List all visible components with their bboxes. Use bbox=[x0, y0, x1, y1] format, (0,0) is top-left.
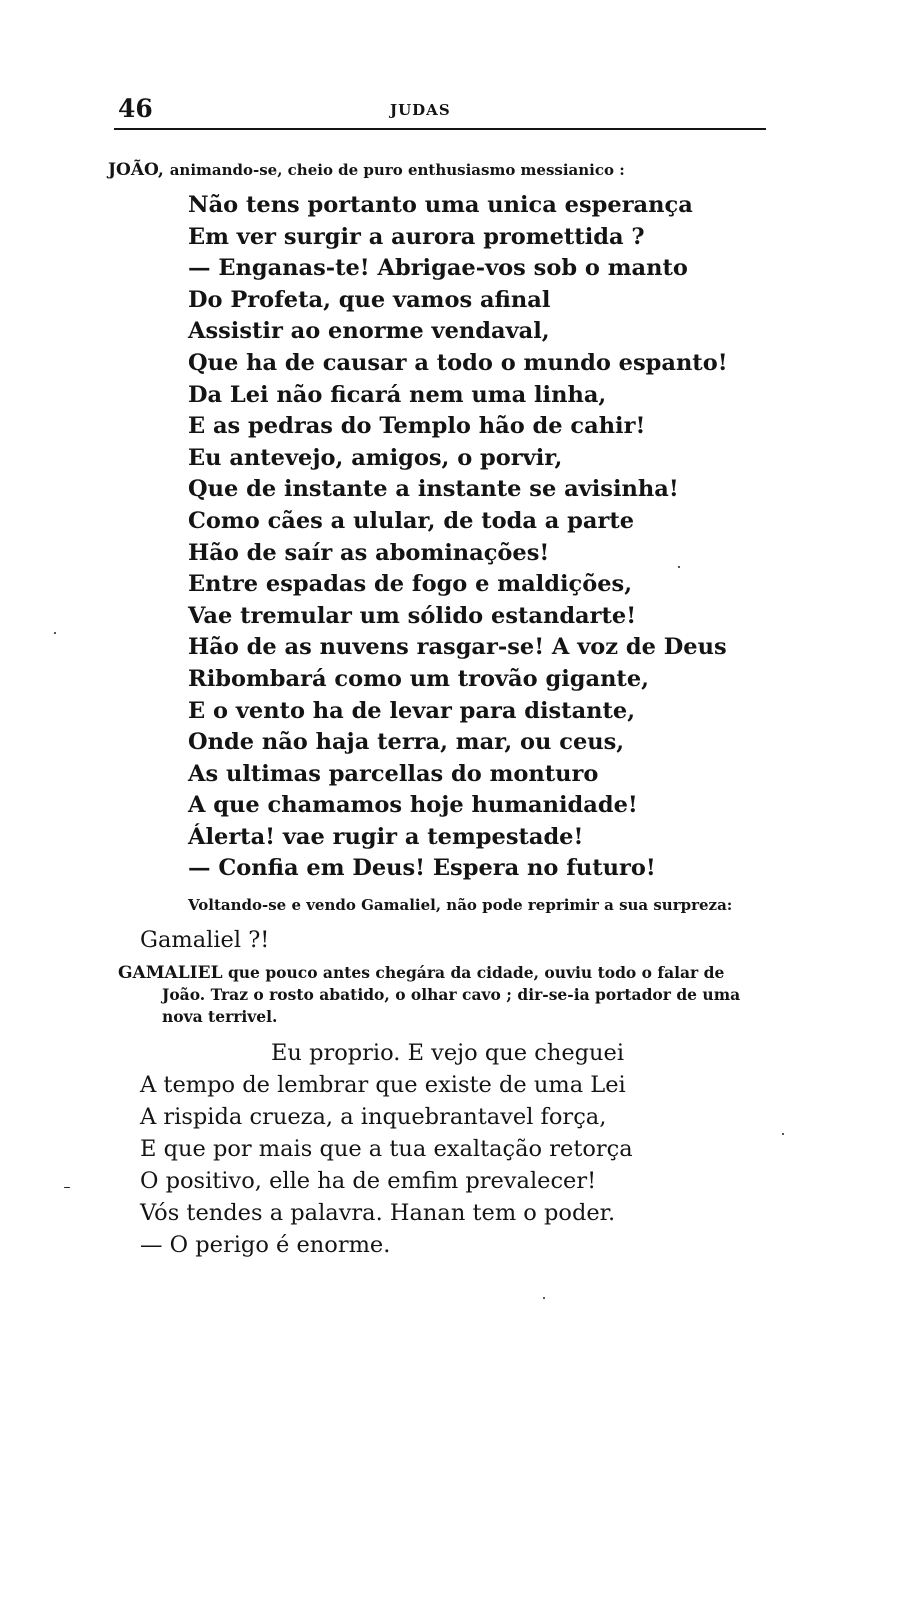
verse-line: E que por mais que a tua exaltação retorça bbox=[140, 1136, 633, 1162]
stage-direction: animando-se, cheio de puro enthusiasmo messianico : bbox=[169, 161, 625, 179]
verse-line: Onde não haja terra, mar, ou ceus, bbox=[188, 729, 625, 756]
verse-line: O positivo, elle ha de emfim prevalecer! bbox=[140, 1168, 597, 1194]
verse-line: Hão de saír as abominações! bbox=[188, 539, 550, 566]
verse-line: A rispida crueza, a inquebrantavel força, bbox=[140, 1104, 607, 1130]
verse-line: Como cães a ulular, de toda a parte bbox=[188, 507, 635, 534]
verse-line: A que chamamos hoje humanidade! bbox=[188, 792, 638, 819]
scan-speck bbox=[782, 1133, 784, 1135]
verse-block-gamaliel bbox=[140, 1037, 633, 1261]
verse-line: Assistir ao enorme vendaval, bbox=[188, 318, 550, 345]
verse-line: Da Lei não ficará nem uma linha, bbox=[188, 381, 607, 408]
stage-direction-line: nova terrivel. bbox=[162, 1007, 278, 1026]
verse-line: Vae tremular um sólido estandarte! bbox=[188, 602, 637, 629]
verse-line: Eu antevejo, amigos, o porvir, bbox=[188, 444, 563, 471]
stage-direction-turning: Voltando-se e vendo Gamaliel, não pode reprimir a sua surpreza: bbox=[188, 896, 733, 914]
speaker-heading-joao bbox=[108, 160, 625, 180]
speaker-name: JOÃO, bbox=[108, 160, 164, 180]
header-rule bbox=[114, 128, 766, 130]
scan-speck bbox=[54, 632, 56, 634]
verse-line: E as pedras do Templo hão de cahir! bbox=[188, 413, 646, 440]
scan-speck bbox=[64, 1187, 70, 1188]
page-header bbox=[118, 94, 764, 130]
verse-block-joao bbox=[188, 190, 728, 885]
verse-line: Não tens portanto uma unica esperança bbox=[188, 192, 693, 218]
verse-line: Que de instante a instante se avisinha! bbox=[188, 476, 679, 503]
running-title: JUDAS bbox=[390, 101, 451, 119]
verse-line: — O perigo é enorme. bbox=[140, 1232, 391, 1258]
verse-line: A tempo de lembrar que existe de uma Lei bbox=[140, 1072, 626, 1098]
verse-line: Ribombará como um trovão gigante, bbox=[188, 665, 649, 692]
page-number: 46 bbox=[118, 94, 153, 123]
scan-speck bbox=[543, 1297, 545, 1299]
verse-line: Hão de as nuvens rasgar-se! A voz de Deus bbox=[188, 634, 727, 661]
verse-line: Que ha de causar a todo o mundo espanto! bbox=[188, 349, 728, 376]
stage-direction-line: João. Traz o rosto abatido, o olhar cavo ; dir-se-ia portador de uma bbox=[162, 985, 741, 1004]
exclamation-line: Gamaliel ?! bbox=[140, 927, 270, 953]
speaker-name: GAMALIEL bbox=[118, 963, 223, 983]
verse-line: Álerta! vae rugir a tempestade! bbox=[188, 823, 584, 850]
verse-line: Vós tendes a palavra. Hanan tem o poder. bbox=[140, 1200, 616, 1226]
verse-line: — Confia em Deus! Espera no futuro! bbox=[188, 855, 656, 882]
scan-speck bbox=[678, 566, 680, 568]
speaker-heading-gamaliel bbox=[118, 962, 773, 1028]
verse-line: Do Profeta, que vamos afinal bbox=[188, 286, 551, 313]
verse-line: E o vento ha de levar para distante, bbox=[188, 697, 636, 724]
verse-line: Em ver surgir a aurora promettida ? bbox=[188, 223, 645, 250]
stage-direction: que pouco antes chegára da cidade, ouviu todo o falar de bbox=[227, 963, 725, 982]
verse-line: As ultimas parcellas do monturo bbox=[188, 760, 599, 787]
verse-line: — Enganas-te! Abrigae-vos sob o manto bbox=[188, 255, 688, 282]
verse-line: Entre espadas de fogo e maldições, bbox=[188, 571, 633, 598]
verse-line: Eu proprio. E vejo que cheguei bbox=[271, 1040, 625, 1066]
